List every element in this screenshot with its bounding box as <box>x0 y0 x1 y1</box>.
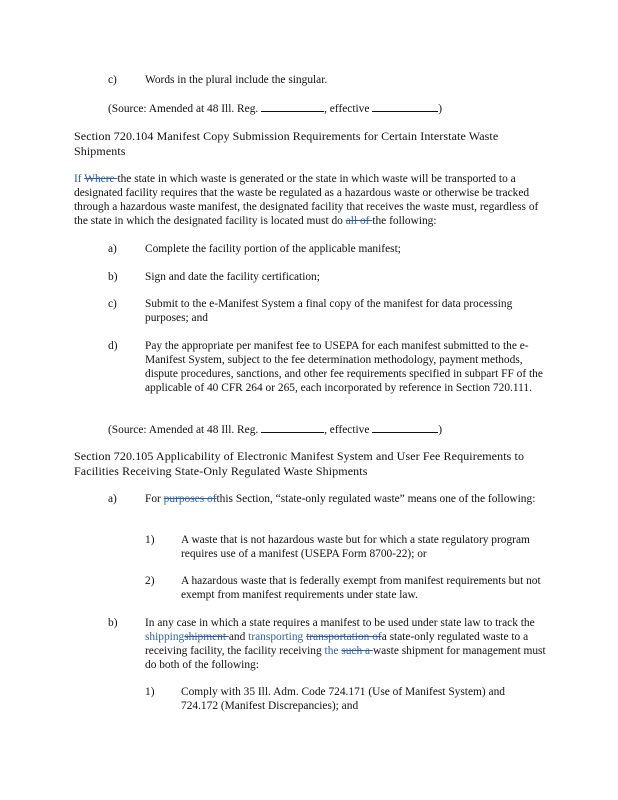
section-heading-line: Section 720.104 Manifest Copy Submission Requirements for Certain Interstate Waste <box>74 129 499 143</box>
item-label: a) <box>108 243 117 255</box>
deleted-text: Where <box>84 173 118 185</box>
blank-line <box>372 101 438 112</box>
body-text: For <box>145 493 164 505</box>
item-label: a) <box>108 493 117 505</box>
body-text: the state in which waste is generated or the state in which waste will be transported to a designated facility requires that the waste be regulated as a hazardous waste or otherwise be tracked through a hazardous waste manifest, the designated facility that receives the waste must, regardless of the state in which the designated facility is located must do <box>74 173 539 227</box>
source-prefix: (Source: Amended at 48 Ill. Reg. <box>108 103 262 115</box>
source-suffix: ) <box>438 103 443 115</box>
deleted-text: purposes of <box>163 493 217 505</box>
subitem-text: Comply with 35 Ill. Adm. Code 724.171 (Use of Manifest System) and 724.172 (Manifest Discrepancies); and <box>181 686 505 712</box>
section-heading-line: Facilities Receiving State-Only Regulated Waste Shipments <box>74 464 368 478</box>
blank-line <box>261 422 324 433</box>
deleted-text: shipment <box>184 631 229 643</box>
blank-line <box>261 101 324 112</box>
subitem-label: 1) <box>145 534 155 546</box>
section-heading <box>74 449 604 479</box>
inserted-text: the <box>324 645 342 657</box>
item-text: Pay the appropriate per manifest fee to USEPA for each manifest submitted to the e-Manifest System, subject to the fee determination methodology, payment methods, dispute procedures, sanctions, and other fee requirements specified in subpart FF of the applicable of 40 CFR 264 or 265, each incorporated by reference in Section 720.111. <box>145 340 543 394</box>
body-text: waste shipment for management must do both of the following: <box>145 645 546 671</box>
deleted-text: such a <box>341 645 373 657</box>
source-middle: , effective <box>324 103 373 115</box>
item-text: Submit to the e-Manifest System a final copy of the manifest for data processing purposes; and <box>145 298 513 324</box>
section-heading <box>74 129 594 159</box>
item-text: Words in the plural include the singular. <box>145 74 328 86</box>
source-prefix: (Source: Amended at 48 Ill. Reg. <box>108 424 262 436</box>
source-note <box>108 422 528 437</box>
section-intro-paragraph <box>74 172 546 228</box>
body-text: a state-only regulated waste to a receiving facility, the facility receiving <box>145 631 529 657</box>
item-text: Complete the facility portion of the applicable manifest; <box>145 243 401 255</box>
section-heading-line: Section 720.105 Applicability of Electronic Manifest System and User Fee Requirements to <box>74 449 525 463</box>
body-text: this Section, “state-only regulated waste” means one of the following: <box>216 493 536 505</box>
item-text: Sign and date the facility certification; <box>145 271 320 283</box>
inserted-text: transporting <box>248 631 307 643</box>
subitem-text: A hazardous waste that is federally exempt from manifest requirements but not exempt from manifest requirements under state law. <box>181 575 541 601</box>
body-text: and <box>228 631 249 643</box>
subitem-label: 2) <box>145 575 155 587</box>
source-note <box>108 101 528 116</box>
subitem-text: A waste that is not hazardous waste but for which a state regulatory program requires use of a manifest (USEPA Form 8700-22); or <box>181 534 530 560</box>
item-text <box>145 616 550 672</box>
blank-line <box>372 422 438 433</box>
source-suffix: ) <box>438 424 443 436</box>
deleted-text: all of <box>345 215 373 227</box>
subitem-label: 1) <box>145 686 155 698</box>
body-text: In any case in which a state requires a manifest to be used under state law to track the <box>145 617 535 629</box>
inserted-text: If <box>74 173 85 185</box>
inserted-text: shipping <box>145 631 185 643</box>
item-label: b) <box>108 617 118 629</box>
item-label: c) <box>108 298 117 310</box>
source-middle: , effective <box>324 424 373 436</box>
deleted-text: transportation of <box>306 631 382 643</box>
section-heading-line: Shipments <box>74 144 126 158</box>
item-text <box>145 492 545 506</box>
item-label: d) <box>108 340 118 352</box>
item-label: c) <box>108 74 117 86</box>
body-text: the following: <box>372 215 437 227</box>
item-label: b) <box>108 271 118 283</box>
